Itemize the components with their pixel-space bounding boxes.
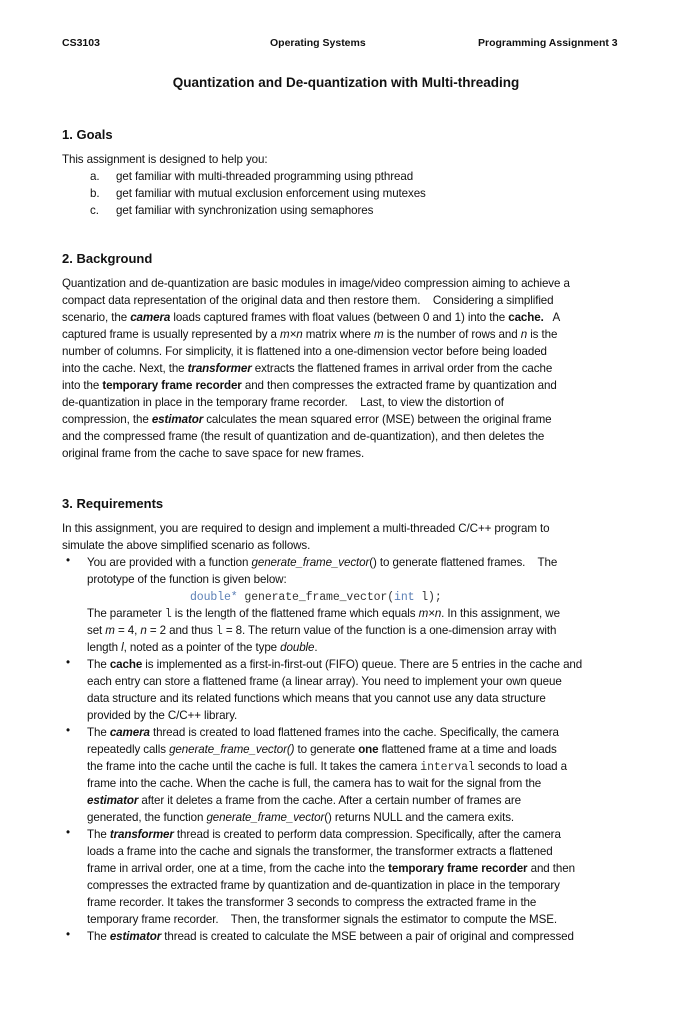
text-run: to generate [294,743,359,756]
list-letter: c. [90,204,99,217]
text-run: and the compressed frame (the result of quantization and de-quantization), and then deletes the [62,430,545,443]
text-line [62,445,662,462]
text-run: extracts the flattened frames in arrival order from the cache [251,362,553,375]
text-run: is the [527,328,558,341]
text-run: loads a frame into the cache and signals the transformer, the transformer extracts a flattened [87,845,553,858]
text-run [87,590,190,603]
text-line [62,377,662,394]
text-line [62,326,662,343]
header-course: CS3103 [62,37,100,49]
text-run: . [314,641,318,654]
goals-list [62,168,662,219]
text-run: frame into the cache. When the cache is full, the camera has to wait for the signal from the [87,777,542,790]
code-text: generate_frame_vector( [237,591,395,604]
bullet-icon: • [66,554,70,567]
italic-text: n [520,328,528,341]
text-run: The parameter [87,607,165,620]
text-run: original frame from the cache to save space for new frames. [62,447,365,460]
goals-body [62,151,662,219]
text-run: thread is created to calculate the MSE between a pair of original and compressed [161,930,574,943]
text-run: compression, the [62,413,152,426]
section-heading-requirements: 3. Requirements [62,496,164,511]
text-run: seconds to load a [474,760,567,773]
text-line [62,605,662,622]
italic-text: generate_frame_vector [206,811,325,824]
goal-item [62,185,662,202]
document-title: Quantization and De-quantization with Multi-threading [172,75,520,90]
text-line [62,724,662,741]
goal-item [62,168,662,185]
bullet-item [62,554,662,656]
text-run: is the number of rows and [383,328,521,341]
text-line [62,622,662,639]
text-run: into the [62,379,103,392]
text-run: A [543,311,561,324]
requirements-body [62,520,662,945]
bullet-item [62,724,662,826]
bullet-item [62,656,662,724]
header-assignment: Programming Assignment 3 [478,37,618,49]
text-run: compresses the extracted frame by quantization and de-quantization in place in the temporary [87,879,560,892]
text-line [62,911,662,928]
text-run: de-quantization in place in the temporary frame recorder. Last, to view the distortion of [62,396,504,409]
italic-text: l [121,641,124,654]
text-line [62,809,662,826]
code-text: interval [420,761,475,774]
text-line [62,571,662,588]
text-line [62,309,662,326]
text-run: You are provided with a function [87,556,252,569]
text-run: generated, the function [87,811,207,824]
text-line [62,520,662,537]
bold-italic-term: estimator [109,930,162,943]
text-run: The [87,658,110,671]
text-line [62,588,662,605]
text-line [62,690,662,707]
text-run: set [87,624,106,637]
text-run: after it deletes a frame from the cache. After a certain number of frames are [138,794,521,807]
text-run: frame recorder. It takes the transformer 3 seconds to compress the extracted frame in the [87,896,537,909]
text-run: each entry can store a flattened frame (a linear array). You need to implement your own queue [87,675,562,688]
bold-text: cache. [508,311,544,324]
text-line [62,673,662,690]
code-keyword: double* [190,591,238,604]
bold-text: temporary frame recorder [102,379,242,392]
bold-italic-term: transformer [109,828,174,841]
text-run: and then [527,862,575,875]
bold-text: cache [109,658,143,671]
text-run: simulate the above simplified scenario as follows. [62,539,311,552]
italic-text: m×n [280,328,303,341]
text-run: scenario, the [62,311,131,324]
text-run: () returns NULL and the camera exits. [324,811,515,824]
bold-italic-term: estimator [87,794,139,807]
text-run: is the length of the flattened frame which equals [171,607,419,620]
text-run: () to generate flattened frames. The [369,556,558,569]
text-line [62,860,662,877]
text-run: temporary frame recorder. Then, the transformer signals the estimator to compute the MSE. [87,913,557,926]
bold-text: one [358,743,379,756]
text-line [62,292,662,309]
goals-intro [62,151,662,168]
bold-text: temporary frame recorder [388,862,528,875]
code-text: l [215,625,223,638]
text-line [62,758,662,775]
text-line [62,639,662,656]
text-run: , noted as a pointer of the type [123,641,281,654]
text-run: loads captured frames with float values (between 0 and 1) into the [170,311,509,324]
code-text: l [164,608,172,621]
bold-italic-term: estimator [151,413,204,426]
text-run: calculates the mean squared error (MSE) between the original frame [203,413,552,426]
bullet-item [62,826,662,928]
text-line [62,928,662,945]
text-run: flattened frame at a time and loads [378,743,557,756]
text-run: = 2 and thus [146,624,216,637]
text-line [62,554,662,571]
text-run: = 8. The return value of the function is a one-dimension array with [222,624,557,637]
goal-item [62,202,662,219]
text-line [62,775,662,792]
text-run: compact data representation of the original data and then restore them. Considering a simplified [62,294,554,307]
text-run: is implemented as a first-in-first-out (FIFO) queue. There are 5 entries in the cache and [142,658,583,671]
bullet-icon: • [66,724,70,737]
requirements-intro [62,520,662,554]
text-run: repeatedly calls [87,743,170,756]
text-line [62,843,662,860]
section-heading-goals: 1. Goals [62,127,113,142]
text-run: In this assignment, you are required to design and implement a multi-threaded C/C++ program to [62,522,550,535]
text-run: The [87,726,110,739]
text-line [62,428,662,445]
text-run: . In this assignment, we [441,607,560,620]
text-run: The [87,828,110,841]
text-run: into the cache. Next, the [62,362,188,375]
text-line [62,826,662,843]
italic-text: generate_frame_vector [251,556,370,569]
text-run: This assignment is designed to help you: [62,153,268,166]
text-line [62,741,662,758]
text-line [62,894,662,911]
italic-text: m [374,328,384,341]
bullet-icon: • [66,826,70,839]
text-line [62,707,662,724]
italic-text: n [140,624,147,637]
goal-text: get familiar with synchronization using semaphores [116,204,374,217]
text-line [62,537,662,554]
text-line [62,275,662,292]
text-line [62,151,662,168]
text-line [62,792,662,809]
italic-text: generate_frame_vector() [169,743,295,756]
code-text: l); [414,591,442,604]
text-line [62,656,662,673]
italic-text: m×n [418,607,442,620]
bullet-icon: • [66,656,70,669]
text-line [62,360,662,377]
text-run: thread is created to load flattened frames into the cache. Specifically, the camera [149,726,559,739]
text-run: data structure and its related functions which means that you cannot use any data structure [87,692,546,705]
italic-text: double [280,641,315,654]
list-letter: a. [90,170,100,183]
text-run: number of columns. For simplicity, it is flattened into a one-dimension vector before being loaded [62,345,547,358]
bold-italic-term: camera [130,311,171,324]
bold-italic-term: transformer [187,362,252,375]
text-run: Quantization and de-quantization are basic modules in image/video compression aiming to achieve a [62,277,570,290]
text-line [62,394,662,411]
goal-text: get familiar with mutual exclusion enforcement using mutexes [116,187,426,200]
bold-italic-term: camera [109,726,150,739]
code-keyword: int [394,591,415,604]
text-run: = 4, [114,624,141,637]
text-run: matrix where [302,328,375,341]
text-run: The [87,930,110,943]
goal-text: get familiar with multi-threaded programming using pthread [116,170,414,183]
text-run: and then compresses the extracted frame by quantization and [241,379,557,392]
italic-text: m [105,624,115,637]
text-line [62,877,662,894]
bullet-item [62,928,662,945]
bullet-icon: • [66,928,70,941]
text-run: length [87,641,122,654]
text-run: thread is created to perform data compression. Specifically, after the camera [173,828,561,841]
header-subject: Operating Systems [270,37,366,49]
section-heading-background: 2. Background [62,251,153,266]
text-run: prototype of the function is given below: [87,573,287,586]
text-line [62,411,662,428]
requirements-list [62,554,662,945]
text-run: provided by the C/C++ library. [87,709,238,722]
text-line [62,343,662,360]
background-paragraph [62,275,662,462]
text-run: captured frame is usually represented by a [62,328,281,341]
list-letter: b. [90,187,100,200]
text-run: frame in arrival order, one at a time, from the cache into the [87,862,389,875]
text-run: the frame into the cache until the cache is full. It takes the camera [87,760,421,773]
